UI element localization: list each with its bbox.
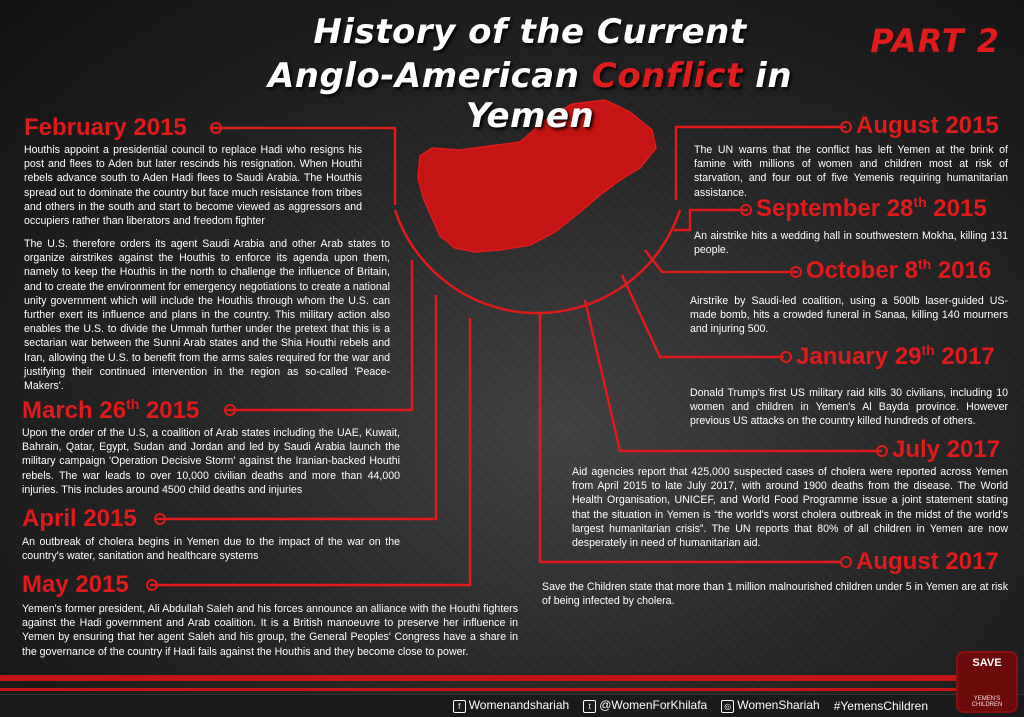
facebook-icon: f <box>453 700 466 713</box>
save-yemens-children-badge: SAVE YEMEN'S CHILDREN <box>956 651 1018 713</box>
event-date-jan-2017: January 29th 2017 <box>796 342 995 370</box>
twitter-link[interactable]: t @WomenForKhilafa <box>583 698 707 713</box>
social-links <box>453 698 928 713</box>
timeline-node <box>154 513 166 525</box>
event-text-aug-2015: The UN warns that the conflict has left Yemen at the brink of famine with millions of women and children most at risk of starvation, and four out of five Yemenis requiring humanitarian assistance. <box>694 144 1008 199</box>
part-label: PART 2 <box>870 22 1000 60</box>
event-date-aug-2017: August 2017 <box>856 548 999 575</box>
timeline-node <box>210 122 222 134</box>
timeline-node <box>790 266 802 278</box>
event-text-feb-2015-cont: The U.S. therefore orders its agent Saudi Arabia and other Arab states to organize airstrikes against the Houthis to enforce its agenda upon them, namely to keep the Houthis in the north to challenge the influence of Britain, and to create the environment for emergency negotiations to create a national unity government which will include the Houthis through whom the U.S. can further exert its influence and plans in the country. This military action also enables the U.S. to divide the Ummah further under the pretext that this is a sectarian war between the Sunni Arab states and the Shia Houthi rebels and Iran, allowing the U.S. to benefit from the arms sales required for the war and justifying their continued intervention in the region as so-called 'Peace-Makers'. <box>24 238 390 393</box>
event-text-oct-2016: Airstrike by Saudi-led coalition, using a 500lb laser-guided US-made bomb, hits a crowded funeral in Sanaa, killing 140 mourners and injuring 500. <box>690 295 1008 336</box>
event-date-sep-2015: September 28th 2015 <box>756 194 987 222</box>
instagram-link[interactable]: ◎ WomenShariah <box>721 698 820 713</box>
event-text-feb-2015: Houthis appoint a presidential council to replace Hadi who resigns his post and flees to Aden but later rescinds his resignation. When Houthi rebels advance south to Aden Hadi flees to Saudi Arabia. The Houthis spread out to dominate the country but face much resistance from tribes and others in the south and start to become viewed as aggressors and occupiers rather than liberators and freedom fighter <box>24 144 362 228</box>
event-date-feb-2015: February 2015 <box>24 114 187 141</box>
timeline-node <box>740 204 752 216</box>
facebook-link[interactable]: f Womenandshariah <box>453 698 570 713</box>
event-date-apr-2015: April 2015 <box>22 505 137 532</box>
page-title-line2: Anglo-American Conflict in Yemen <box>267 56 793 136</box>
hashtag-label: #YemensChildren <box>833 698 928 713</box>
timeline-node <box>840 556 852 568</box>
event-text-may-2015: Yemen's former president, Ali Abdullah Saleh and his forces announce an alliance with the Houthi fighters against the Hadi government and Arab coalition. It is a British manoeuvre to preserve her influence in Yemen by ensuring that her agent Saleh and his group, the General Peoples' Congress have a share in the governance of the country if Hadi fails against the Houthis and they become close to power. <box>22 603 518 658</box>
event-date-oct-2016: October 8th 2016 <box>806 256 992 284</box>
footer-red-stripe <box>0 675 960 681</box>
timeline-node <box>224 404 236 416</box>
event-text-mar-2015: Upon the order of the U.S, a coalition of Arab states including the UAE, Kuwait, Bahrain, Qatar, Egypt, Sudan and Jordan and led by Saudi Arabia launch the military campaign 'Operation Decisive Storm' against the Iranian-backed Houthi rebels. The war leads to over 10,000 civilian deaths and more than 44,000 injuries. This includes around 4500 child deaths and injuries <box>22 427 400 496</box>
event-date-jul-2017: July 2017 <box>892 436 1001 463</box>
instagram-icon: ◎ <box>721 700 734 713</box>
event-text-aug-2017: Save the Children state that more than 1 million malnourished children under 5 in Yemen are at risk of being infected by cholera. <box>542 581 1008 608</box>
page-title-line1: History of the Current <box>313 12 747 52</box>
event-text-sep-2015: An airstrike hits a wedding hall in southwestern Mokha, killing 131 people. <box>694 230 1008 257</box>
timeline-node <box>840 121 852 133</box>
footer-red-stripe-thin <box>0 688 960 691</box>
event-text-jul-2017: Aid agencies report that 425,000 suspected cases of cholera were reported across Yemen from April 2015 to late July 2017, with around 1900 deaths from the disease. The World Health Organisation, UNICEF, and World Food Programme issue a joint statement stating that the situation in Yemen is “the world's worst cholera outbreak in the midst of the world's largest humanitarian crisis”. The UN reports that 80% of all children in Yemen are now desperately in need of humanitarian aid. <box>572 466 1008 550</box>
event-date-aug-2015: August 2015 <box>856 112 999 139</box>
connector-sep-2015 <box>674 210 748 230</box>
event-date-may-2015: May 2015 <box>22 571 129 598</box>
timeline-node <box>876 445 888 457</box>
event-text-apr-2015: An outbreak of cholera begins in Yemen due to the impact of the war on the country's water, sanitation and healthcare systems <box>22 536 400 563</box>
event-date-mar-2015: March 26th 2015 <box>22 396 200 424</box>
event-text-jan-2017: Donald Trump's first US military raid kills 30 civilians, including 10 women and children in Yemen's Al Bayda province. However previous US attacks on the country killed hundreds of others. <box>690 387 1008 428</box>
timeline-node <box>780 351 792 363</box>
timeline-node <box>146 579 158 591</box>
twitter-icon: t <box>583 700 596 713</box>
